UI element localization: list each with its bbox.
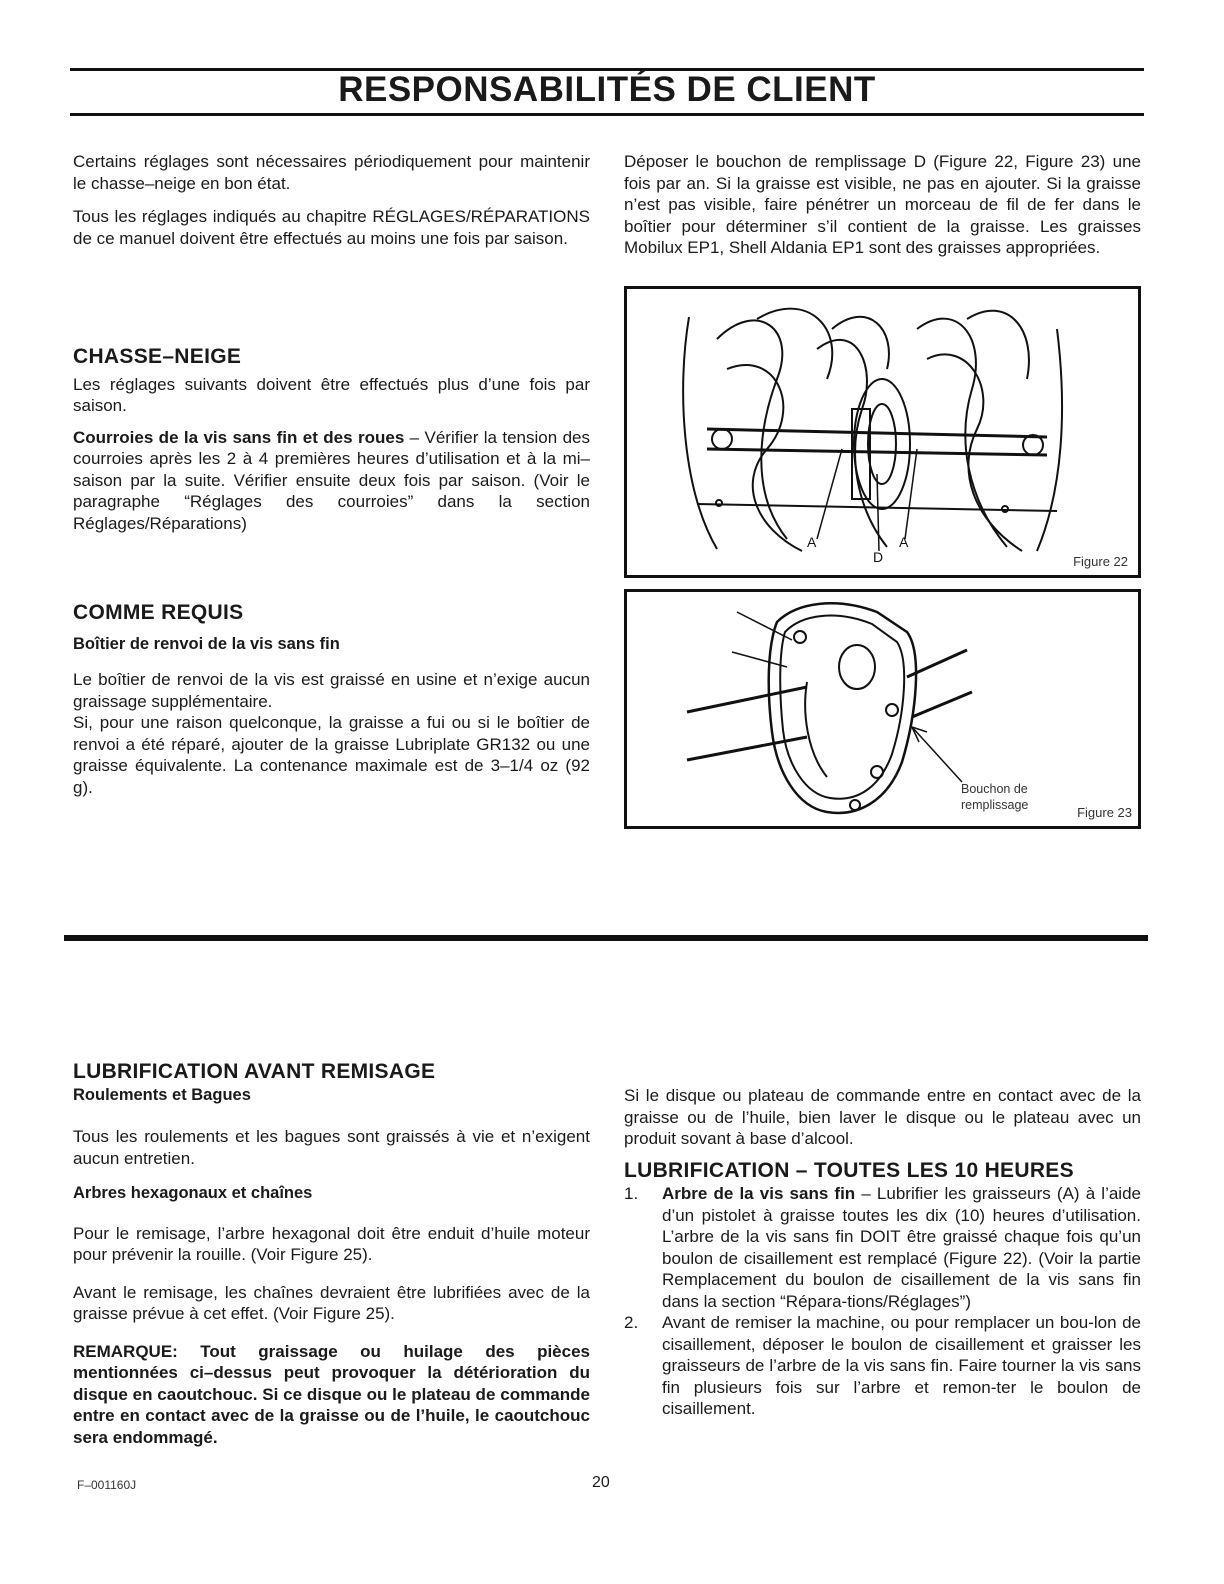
step-number: 2. — [624, 1313, 639, 1332]
figure-22-label-a-left: A — [807, 534, 817, 550]
page-number: 20 — [592, 1474, 610, 1491]
figure-23-callout-line-2: remplissage — [961, 798, 1029, 812]
intro-paragraph-2: Tous les réglages indiqués au chapitre RÉGLAGES/RÉPARATIONS de ce manuel doivent être effectués au moins une fois par saison. — [73, 207, 590, 248]
header-bottom-rule — [70, 113, 1144, 116]
figure-22-label-d: D — [873, 549, 884, 565]
footer-code: F–001160J — [77, 1478, 137, 1492]
step-text: Avant de remiser la machine, ou pour remplacer un bou-lon de cisaillement, déposer le boulon de cisaillement et graisser les graisseurs de l’arbre de la vis sans fin. Faire tourner la vis sans fin plusieurs fois sur l’arbre et remon-ter le boulon de cisaillement. — [662, 1313, 1141, 1418]
figure-23-callout — [961, 781, 1028, 813]
arbres-heading: Arbres hexagonaux et chaînes — [73, 1184, 313, 1202]
gearbox-illustration — [627, 592, 1138, 826]
page-title: RESPONSABILITÉS DE CLIENT — [338, 70, 876, 109]
chasse-neige-paragraph: Les réglages suivants doivent être effectués plus d’une fois par saison. — [73, 374, 590, 415]
remarque-paragraph: REMARQUE: Tout graissage ou huilage des pièces mentionnées ci–dessus peut provoquer la détérioration du disque en caoutchouc. Si ce disque ou le plateau de commande entre en contact avec de la graisse ou de l’huile, le caoutchouc sera endommagé. — [73, 1341, 590, 1447]
courroies-text: – Vérifier la tension des courroies après les 2 à 4 premières heures d’utilisation et à la mi–saison par la suite. Vérifier ensuite deux fois par saison. (Voir le paragraphe “Réglages des courroies” dans la section Réglages/Réparations) — [73, 427, 590, 533]
step-item — [624, 1183, 1141, 1312]
chasse-neige-heading: CHASSE–NEIGE — [73, 345, 242, 368]
courroies-lead: Courroies de la vis sans fin et des roues — [73, 427, 405, 447]
disque-paragraph: Si le disque ou plateau de commande entre en contact avec de la graisse ou de l’huile, bien laver le disque ou le plateau avec un produit sovant à base d’alcool. — [624, 1086, 1141, 1148]
figure-23-callout-line-1: Bouchon de — [961, 782, 1028, 796]
step-text: – Lubrifier les graisseurs (A) à l’aide d’un pistolet à graisse toutes les dix (10) heures d’utilisation. L’arbre de la vis sans fin DOIT être graissé chaque fois qu’un boulon de cisaillement est remplacé (Figure 22). (Voir la partie Remplacement du boulon de cisaillement de la vis sans fin dans la section “Répara-tions/Réglages”) — [662, 1184, 1141, 1311]
arbres-paragraph-2: Avant le remisage, les chaînes devraient être lubrifiées avec de la graisse prévue à cet effet. (Voir Figure 25). — [73, 1282, 590, 1323]
courroies-paragraph — [73, 427, 590, 535]
figure-23 — [624, 589, 1141, 829]
auger-illustration — [627, 289, 1138, 575]
comme-requis-heading: COMME REQUIS — [73, 601, 244, 624]
top-left-column — [73, 151, 590, 261]
lubrification-steps — [624, 1183, 1141, 1420]
arbres-paragraph-1: Pour le remisage, l’arbre hexagonal doit être enduit d’huile moteur pour prévenir la rouille. (Voir Figure 25). — [73, 1223, 590, 1264]
roulements-heading: Roulements et Bagues — [73, 1085, 251, 1104]
roulements-paragraph: Tous les roulements et les bagues sont graissés à vie et n’exigent aucun entretien. — [73, 1127, 590, 1168]
step-lead: Arbre de la vis sans fin — [662, 1184, 856, 1203]
bouchon-paragraph: Déposer le bouchon de remplissage D (Figure 22, Figure 23) une fois par an. Si la graisse est visible, ne pas en ajouter. Si la graisse n’est pas visible, faire pénétrer un morceau de fil de fer dans le boîtier pour déterminer s’il contient de la graisse. Les graisses Mobilux EP1, Shell Aldania EP1 sont des graisses appropriées. — [624, 152, 1141, 257]
lubrification-remisage-heading: LUBRIFICATION AVANT REMISAGE — [73, 1060, 436, 1083]
section-separator — [64, 935, 1148, 941]
figure-22-caption: Figure 22 — [1073, 554, 1128, 569]
intro-paragraph-1: Certains réglages sont nécessaires périodiquement pour maintenir le chasse–neige en bon état. — [73, 152, 590, 193]
step-number: 1. — [624, 1184, 639, 1203]
figure-23-caption: Figure 23 — [1077, 805, 1132, 820]
boitier-heading: Boîtier de renvoi de la vis sans fin — [73, 634, 340, 653]
step-item — [624, 1312, 1141, 1420]
comme-requis-section — [73, 602, 590, 810]
top-right-column — [624, 151, 1141, 271]
figure-22 — [624, 286, 1141, 578]
chasse-neige-section — [73, 346, 590, 546]
lubrification-10h-heading: LUBRIFICATION – TOUTES LES 10 HEURES — [624, 1158, 1074, 1182]
figure-22-label-a-right: A — [899, 534, 909, 550]
bottom-left-column — [73, 1061, 590, 1460]
bottom-right-column — [624, 1085, 1141, 1420]
boitier-paragraph-1: Le boîtier de renvoi de la vis est graissé en usine et n’exige aucun graissage supplémentaire. — [73, 670, 590, 711]
boitier-paragraph-2: Si, pour une raison quelconque, la graisse a fui ou si le boîtier de renvoi a été réparé, ajouter de la graisse Lubriplate GR132 ou une graisse équivalente. La contenance maximale est de 3–1/4 oz (92 g). — [73, 713, 590, 797]
